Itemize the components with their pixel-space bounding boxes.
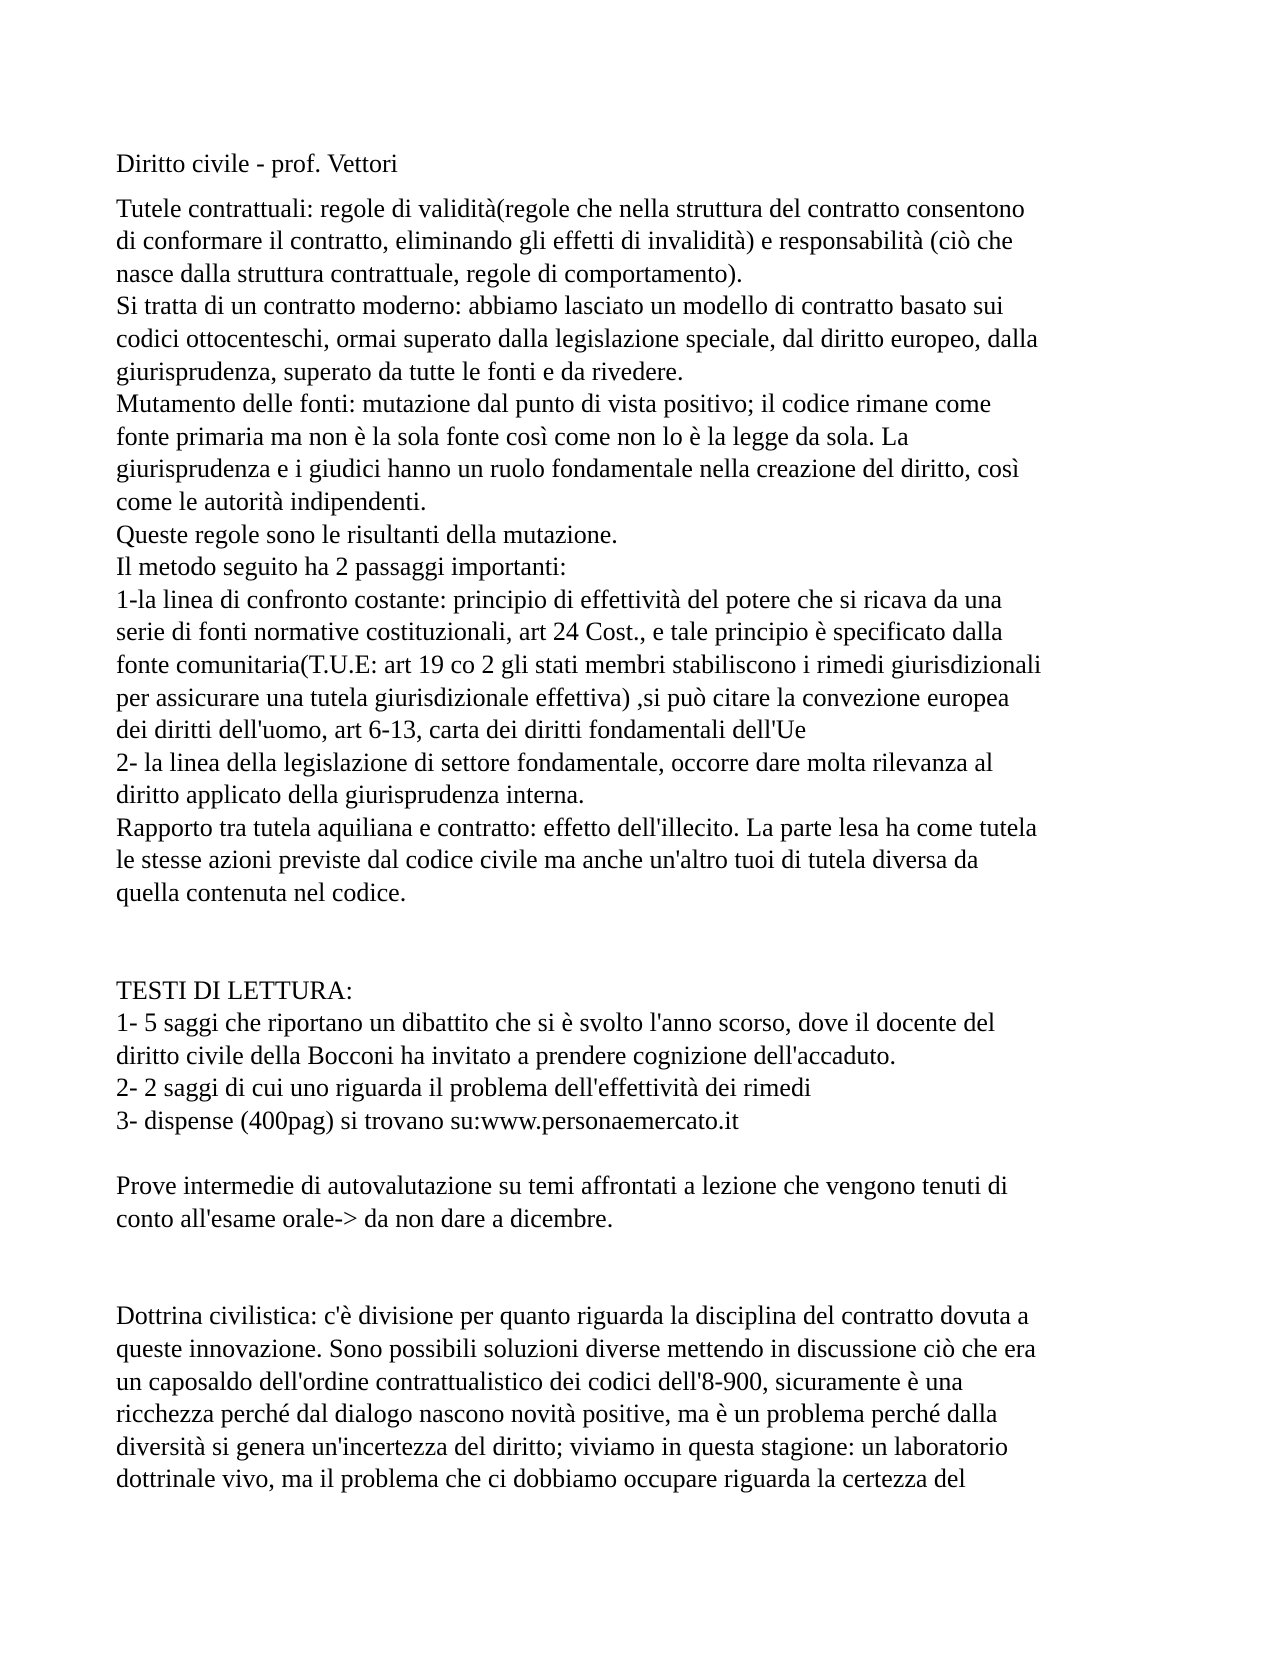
text-line: Tutele contrattuali: regole di validità(regole che nella struttura del contratto consentono <box>116 193 1025 223</box>
text-line: 1-la linea di confronto costante: principio di effettività del potere che si ricava da una <box>116 584 1003 614</box>
text-line: 2- la linea della legislazione di settore fondamentale, occorre dare molta rilevanza al <box>116 747 994 777</box>
text-line: quella contenuta nel codice. <box>116 878 407 908</box>
text-line: Si tratta di un contratto moderno: abbiamo lasciato un modello di contratto basato sui <box>116 291 1004 321</box>
text-line: per assicurare una tutela giurisdizionale effettiva) ,si può citare la convezione europea <box>116 682 1010 712</box>
text-line: Queste regole sono le risultanti della mutazione. <box>116 519 618 549</box>
text-line: Mutamento delle fonti: mutazione dal punto di vista positivo; il codice rimane come <box>116 389 992 419</box>
text-line: 2- 2 saggi di cui uno riguarda il problema dell'effettività dei rimedi <box>116 1073 812 1103</box>
paragraph-testi-di-lettura <box>116 975 1176 1138</box>
spacer <box>116 910 1176 975</box>
text-line: fonte primaria ma non è la sola fonte così come non lo è la legge da sola. La <box>116 421 909 451</box>
document-title: Diritto civile - prof. Vettori <box>116 149 398 178</box>
text-line: diritto civile della Bocconi ha invitato a prendere cognizione dell'accaduto. <box>116 1040 897 1070</box>
text-line: dottrinale vivo, ma il problema che ci dobbiamo occupare riguarda la certezza del <box>116 1464 966 1494</box>
text-line: le stesse azioni previste dal codice civile ma anche un'altro tuoi di tutela diversa da <box>116 845 979 875</box>
text-line: un caposaldo dell'ordine contrattualistico dei codici dell'8-900, sicuramente è una <box>116 1366 963 1396</box>
text-line: Dottrina civilistica: c'è divisione per quanto riguarda la disciplina del contratto dovuta a <box>116 1301 1029 1331</box>
text-line: fonte comunitaria(T.U.E: art 19 co 2 gli stati membri stabiliscono i rimedi giurisdizionali <box>116 649 1042 679</box>
text-line: diritto applicato della giurisprudenza interna. <box>116 780 585 810</box>
text-line: serie di fonti normative costituzionali, art 24 Cost., e tale principio è specificato dalla <box>116 617 1003 647</box>
paragraph-tutele <box>116 193 1176 910</box>
text-line: di conformare il contratto, eliminando gli effetti di invalidità) e responsabilità (ciò che <box>116 226 1013 256</box>
section-heading: TESTI DI LETTURA: <box>116 975 353 1005</box>
text-line: Prove intermedie di autovalutazione su temi affrontati a lezione che vengono tenuti di <box>116 1171 1008 1201</box>
text-line: come le autorità indipendenti. <box>116 486 427 516</box>
paragraph-prove-intermedie <box>116 1170 1176 1235</box>
text-line: queste innovazione. Sono possibili soluzioni diverse mettendo in discussione ciò che era <box>116 1334 1036 1363</box>
text-line: giurisprudenza, superato da tutte le fonti e da rivedere. <box>116 356 684 386</box>
text-line: 3- dispense (400pag) si trovano su:www.personaemercato.it <box>116 1106 739 1136</box>
text-line: Rapporto tra tutela aquiliana e contratto: effetto dell'illecito. La parte lesa ha come tutela <box>116 812 1038 842</box>
text-line: Il metodo seguito ha 2 passaggi importanti: <box>116 552 567 582</box>
text-line: codici ottocenteschi, ormai superato dalla legislazione speciale, dal diritto europeo, dalla <box>116 323 1038 353</box>
text-line: conto all'esame orale-> da non dare a dicembre. <box>116 1203 614 1233</box>
text-line: ricchezza perché dal dialogo nascono novità positive, ma è un problema perché dalla <box>116 1399 998 1429</box>
text-line: dei diritti dell'uomo, art 6-13, carta dei diritti fondamentali dell'Ue <box>116 715 807 745</box>
text-line: nasce dalla struttura contrattuale, regole di comportamento). <box>116 258 743 288</box>
text-line: diversità si genera un'incertezza del diritto; viviamo in questa stagione: un laboratorio <box>116 1431 1009 1461</box>
spacer <box>116 1235 1176 1300</box>
paragraph-dottrina-civilistica <box>116 1300 1176 1496</box>
spacer <box>116 1138 1176 1171</box>
text-line: 1- 5 saggi che riportano un dibattito che si è svolto l'anno scorso, dove il docente del <box>116 1008 996 1038</box>
text-line: giurisprudenza e i giudici hanno un ruolo fondamentale nella creazione del diritto, così <box>116 454 1020 484</box>
document-page <box>116 148 1176 1496</box>
